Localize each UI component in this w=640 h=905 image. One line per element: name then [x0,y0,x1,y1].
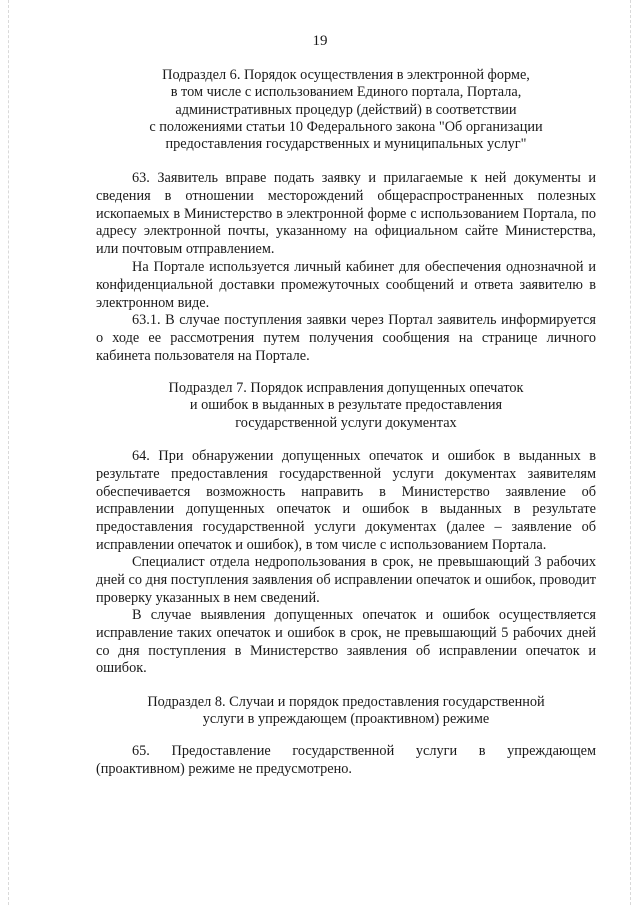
paragraph-specialist-check: Специалист отдела недропользования в срок, не превышающий 3 рабочих дней со дня поступления заявления об исправлении опечаток и ошибок, проводит проверку указанных в нем сведений. [96,554,596,606]
heading-line: с положениями статьи 10 Федерального закона "Об организации [149,118,543,135]
heading-line: административных процедур (действий) в соответствии [175,101,517,118]
heading-line: в том числе с использованием Единого портала, Портала, [170,84,522,101]
paragraph-63-1: 63.1. В случае поступления заявки через Портал заявитель информируется о ходе ее рассмотрения путем получения сообщения на странице личного кабинета пользователя на Портале. [96,312,596,364]
heading-line: государственной услуги документах [235,414,457,431]
heading-line: Подраздел 6. Порядок осуществления в электронной форме, [162,67,530,83]
scan-edge-right [630,0,631,905]
heading-line: и ошибок в выданных в результате предоставления [189,397,503,414]
heading-line: Подраздел 7. Порядок исправления допущенных опечаток [168,380,524,396]
page-number: 19 [312,33,328,49]
section-8-heading [96,694,596,729]
heading-line: услуги в упреждающем (проактивном) режиме [202,711,490,728]
scan-edge-left [8,0,9,905]
paragraph-correction-term: В случае выявления допущенных опечаток и ошибок осуществляется исправление таких опечаток и ошибок в срок, не превышающий 5 рабочих дней со дня поступления в Министерство заявления об исправлении опечаток и ошибок. [96,607,596,677]
section-6-heading [96,67,596,153]
paragraph-portal-cabinet: На Портале используется личный кабинет для обеспечения однозначной и конфиденциальной доставки промежуточных сообщений и ответа заявителю в электронном виде. [96,259,596,311]
paragraph-63: 63. Заявитель вправе подать заявку и прилагаемые к ней документы и сведения в отношении месторождений общераспространенных полезных ископаемых в Министерство в электронной форме с использованием Портала, по адресу электронной почты, указанному на официальном сайте Министерства, или почтовым отправлением. [96,170,596,258]
paragraph-64: 64. При обнаружении допущенных опечаток и ошибок в выданных в результате предоставления государственной услуги документах заявителям обеспечивается возможность направить в Министерство заявление об исправлении допущенных опечаток и ошибок в выданных в результате предоставления государственной услуги документах (далее – заявление об исправлении опечаток и ошибок), в том числе с использованием Портала. [96,448,596,553]
paragraph-65: 65. Предоставление государственной услуги в упреждающем (проактивном) режиме не предусмотрено. [96,743,596,777]
section-7-heading [96,380,596,432]
heading-line: предоставления государственных и муниципальных услуг" [165,136,527,153]
heading-line: Подраздел 8. Случаи и порядок предоставления государственной [147,694,545,710]
